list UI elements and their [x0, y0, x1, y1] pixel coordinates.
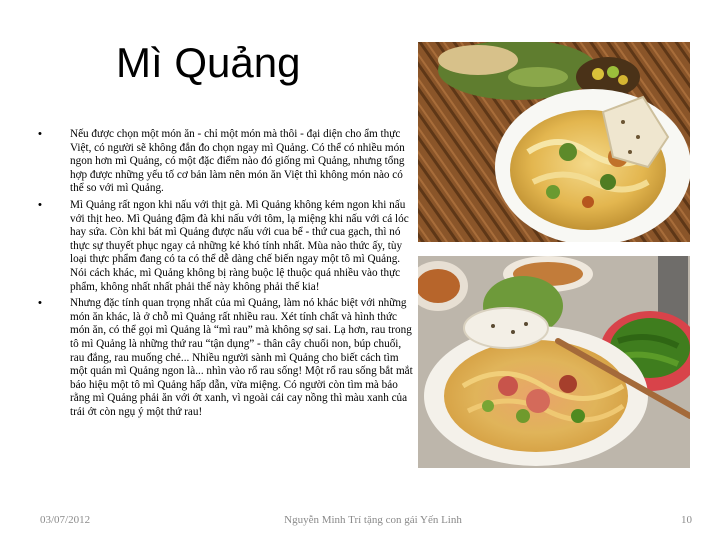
- bullet-text: Nhưng đặc tính quan trọng nhất của mì Quảng, làm nó khác biệt với những món ăn khác, là ở chỗ mì Quảng rất nhiều rau. Xét tính chất và hình thức món ăn, có thể gọi mì Quảng là “mì rau” mà không sợ sai. Lạ hơn, rau trong tô mì Quảng là những thứ rau “tận dụng” - thân cây chuối non, búp chuối, rau đắng, rau muống chẻ... Nhiều người sành mì Quảng cho biết cách tìm một quán mì Quảng ngon là... nhìn vào rổ rau sống! Một rổ rau sống bắt mắt báo hiệu một tô mì Quảng hấp dẫn, vừa miệng. Có người còn tìm mà bảo rằng mì Quảng phải ăn với ớt xanh, vì ngoài cái cay nồng thì màu xanh của trái ớt còn ngụ ý một thứ rau!: [70, 297, 413, 418]
- bullet-item: [38, 297, 416, 419]
- bullet-item: [38, 199, 416, 294]
- bullet-text: Mì Quảng rất ngon khi nấu với thịt gà. Mì Quảng không kém ngon khi nấu với thịt heo. Mì Quảng đậm đà khi nấu với tôm, lạ miệng khi nấu với cá lóc hay sứa. Còn khi bát mì Quảng được nấu với cua bể - thứ cua gạch, thì nó thực sự thuyết phục ngay cả những kẻ khó tính nhất. Mùa nào thức ấy, tùy loại thực phẩm đang có ta có thể dễ dàng chế biến ngay một tô mì Quảng. Nói cách khác, mì Quảng không bị ràng buộc lệ thuộc quá nhiều vào thực phẩm, không nhất nhất phải thế này không phải thế kia!: [70, 198, 409, 293]
- mi-quang-plate-illustration: [418, 256, 690, 468]
- bullet-marker: •: [38, 198, 42, 211]
- slide-number: 10: [681, 514, 692, 526]
- footer-date: 03/07/2012: [40, 514, 91, 526]
- slide-title: Mì Quảng: [116, 39, 301, 86]
- mi-quang-bowl-photo: [418, 42, 690, 242]
- footer-caption: Nguyễn Minh Trí tặng con gái Yến Linh: [284, 514, 462, 526]
- bullet-marker: •: [38, 297, 42, 310]
- bullet-list: [38, 128, 416, 422]
- bullet-marker: •: [38, 128, 42, 140]
- bullet-text: Nếu được chọn một món ăn - chỉ một món mà thôi - đại diện cho ẩm thực Việt, có người sẽ không đắn đo chọn ngay mì Quảng. Có thể có nhiều món ngon hơn mì Quảng, có một đặc điểm nào đó giống mì Quảng, nhưng tổng hợp được những yếu tố cơ bản làm nên món ăn Việt thì không món nào có thể so với mì Quảng.: [70, 128, 405, 195]
- mi-quang-plate-photo: [418, 256, 690, 468]
- bullet-item: [38, 128, 416, 196]
- mi-quang-bowl-illustration: [418, 42, 690, 242]
